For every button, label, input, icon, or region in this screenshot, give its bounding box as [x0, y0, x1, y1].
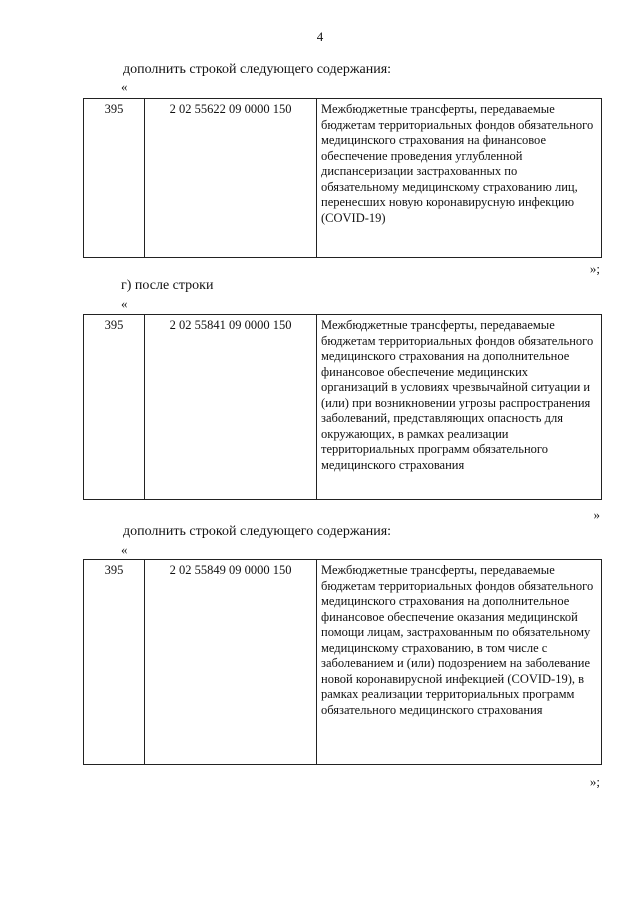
- open-quote: «: [121, 296, 128, 311]
- intro-text: г) после строки: [121, 278, 214, 293]
- intro-text: дополнить строкой следующего содержания:: [123, 524, 392, 539]
- description-cell: Межбюджетные трансферты, передаваемые бюджетам территориальных фондов обязательного медицинского страхования на дополнительное финансовое обеспечение медицинских организаций в условиях чрезвычайной ситуации и (или) при возникновении угрозы распространения заболеваний, представляющих опасность для окружающих, в рамках реализации территориальных программ обязательного медицинского страхования: [317, 315, 602, 500]
- classification-code-cell: 2 02 55841 09 0000 150: [145, 315, 317, 500]
- close-quote: »;: [589, 774, 600, 789]
- row-number-cell: 395: [84, 315, 145, 500]
- description-cell: Межбюджетные трансферты, передаваемые бюджетам территориальных фондов обязательного медицинского страхования на финансовое обеспечение проведения углубленной диспансеризации застрахованных по обязательному медицинскому страхованию лиц, перенесших новую коронавирусную инфекцию (COVID-19): [317, 99, 602, 258]
- budget-row-table: [83, 559, 602, 765]
- table-row: [84, 560, 602, 765]
- description-cell: Межбюджетные трансферты, передаваемые бюджетам территориальных фондов обязательного медицинского страхования на дополнительное финансовое обеспечение оказания медицинской помощи лицам, застрахованным по обязательному медицинскому страхованию, в том числе с заболеванием и (или) подозрением на заболевание новой коронавирусной инфекцией (COVID-19), в рамках реализации территориальных программ обязательного медицинского страхования: [317, 560, 602, 765]
- close-quote: »;: [589, 261, 600, 276]
- intro-text: дополнить строкой следующего содержания:: [123, 62, 392, 77]
- page-number: 4: [316, 29, 324, 44]
- table-row: [84, 315, 602, 500]
- budget-row-table: [83, 314, 602, 500]
- row-number-cell: 395: [84, 99, 145, 258]
- table-row: [84, 99, 602, 258]
- row-number-cell: 395: [84, 560, 145, 765]
- open-quote: «: [121, 79, 128, 94]
- close-quote: »: [593, 507, 600, 522]
- budget-row-table: [83, 98, 602, 258]
- classification-code-cell: 2 02 55849 09 0000 150: [145, 560, 317, 765]
- open-quote: «: [121, 542, 128, 557]
- classification-code-cell: 2 02 55622 09 0000 150: [145, 99, 317, 258]
